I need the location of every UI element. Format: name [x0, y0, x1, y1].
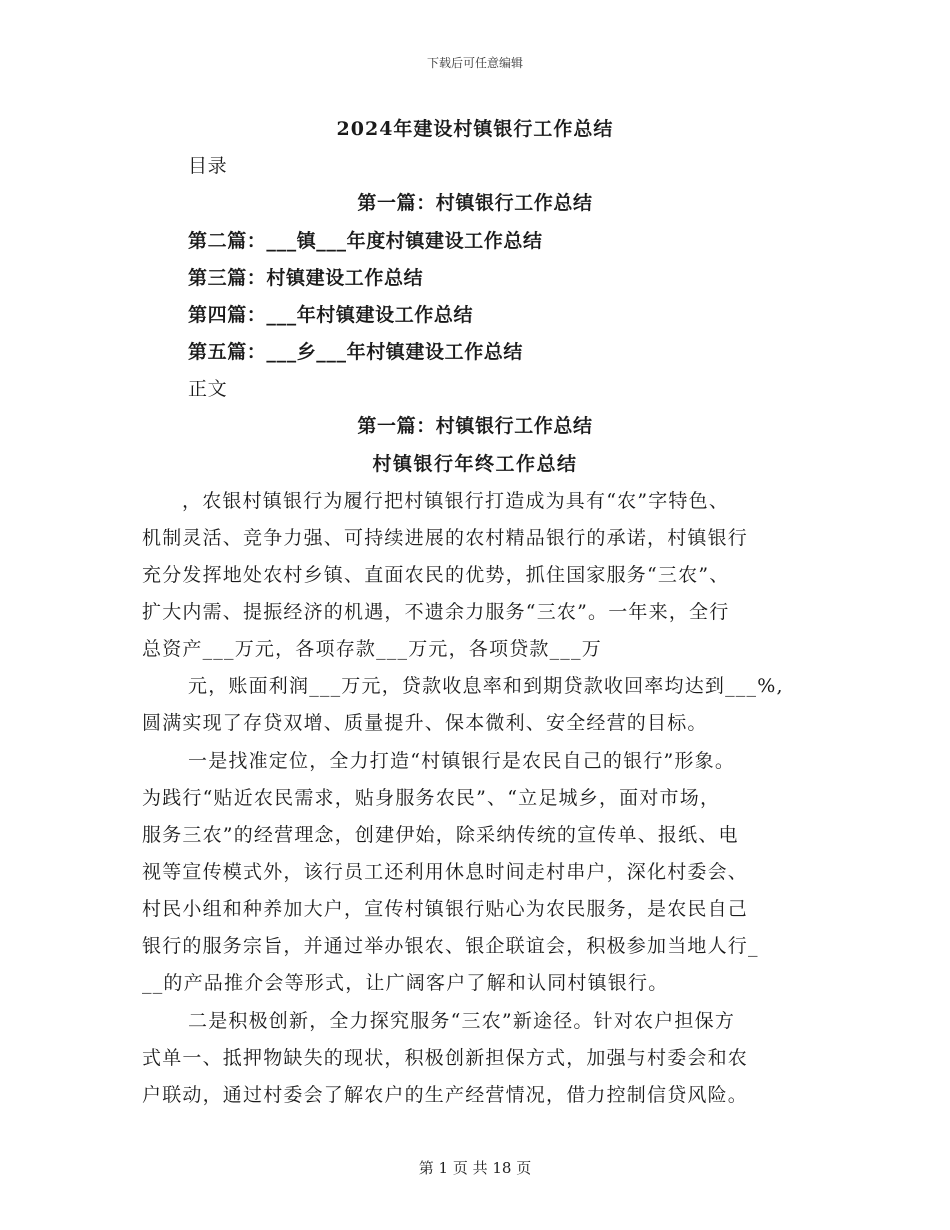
paragraph-line: 一是找准定位，全力打造“村镇银行是农民自己的银行”形象。 — [188, 750, 736, 772]
paragraph-line: 充分发挥地处农村乡镇、直面农民的优势，抓住国家服务“三农”、 — [142, 564, 730, 586]
paragraph-line: 服务三农”的经营理念，创建伊始，除采纳传统的宣传单、报纸、电 — [142, 824, 739, 846]
paragraph-line: 二是积极创新，全力探究服务“三农”新途径。针对农户担保方 — [188, 1010, 736, 1032]
paragraph-line: 圆满实现了存贷双增、质量提升、保本微利、安全经营的目标。 — [142, 712, 708, 734]
toc-item-4: 第四篇：___年村镇建设工作总结 — [188, 304, 474, 326]
body-label: 正文 — [188, 378, 228, 400]
section-heading: 第一篇：村镇银行工作总结 — [357, 415, 593, 437]
paragraph-line: 总资产___万元，各项存款___万元，各项贷款___万 — [142, 638, 602, 660]
paragraph-line: 元，账面利润___万元，贷款收息率和到期贷款收回率均达到___%, — [188, 675, 784, 697]
paragraph-line: 户联动，通过村委会了解农户的生产经营情况，借力控制信贷风险。 — [142, 1084, 749, 1106]
toc-item-3: 第三篇：村镇建设工作总结 — [188, 267, 424, 289]
page-footer: 第 1 页 共 18 页 — [418, 1159, 532, 1177]
paragraph-line: __的产品推介会等形式，让广阔客户了解和认同村镇银行。 — [142, 972, 669, 994]
paragraph-line: 视等宣传模式外，该行员工还利用休息时间走村串户，深化村委会、 — [142, 861, 749, 883]
document-title: 2024年建设村镇银行工作总结 — [336, 118, 614, 140]
paragraph-line: 机制灵活、竞争力强、可持续进展的农村精品银行的承诺，村镇银行 — [142, 527, 749, 549]
paragraph-line: 式单一、抵押物缺失的现状，积极创新担保方式，加强与村委会和农 — [142, 1047, 749, 1069]
section-subheading: 村镇银行年终工作总结 — [372, 453, 578, 475]
toc-item-2: 第二篇：___镇___年度村镇建设工作总结 — [188, 230, 543, 252]
paragraph-line: 为践行“贴近农民需求，贴身服务农民”、“立足城乡，面对市场， — [142, 787, 721, 809]
page-header: 下载后可任意编辑 — [426, 56, 523, 70]
paragraph-line: 村民小组和种养加大户，宣传村镇银行贴心为农民服务，是农民自己 — [142, 898, 749, 920]
toc-item-1: 第一篇：村镇银行工作总结 — [357, 192, 593, 214]
paragraph-line: 银行的服务宗旨，并通过举办银农、银企联谊会，积极参加当地人行_ — [142, 935, 759, 957]
toc-label: 目录 — [188, 155, 228, 177]
paragraph-line: ，农银村镇银行为履行把村镇银行打造成为具有“农”字特色、 — [182, 490, 730, 512]
paragraph-line: 扩大内需、提振经济的机遇，不遗余力服务“三农”。一年来，全行 — [142, 601, 730, 623]
toc-item-5: 第五篇：___乡___年村镇建设工作总结 — [188, 341, 524, 363]
